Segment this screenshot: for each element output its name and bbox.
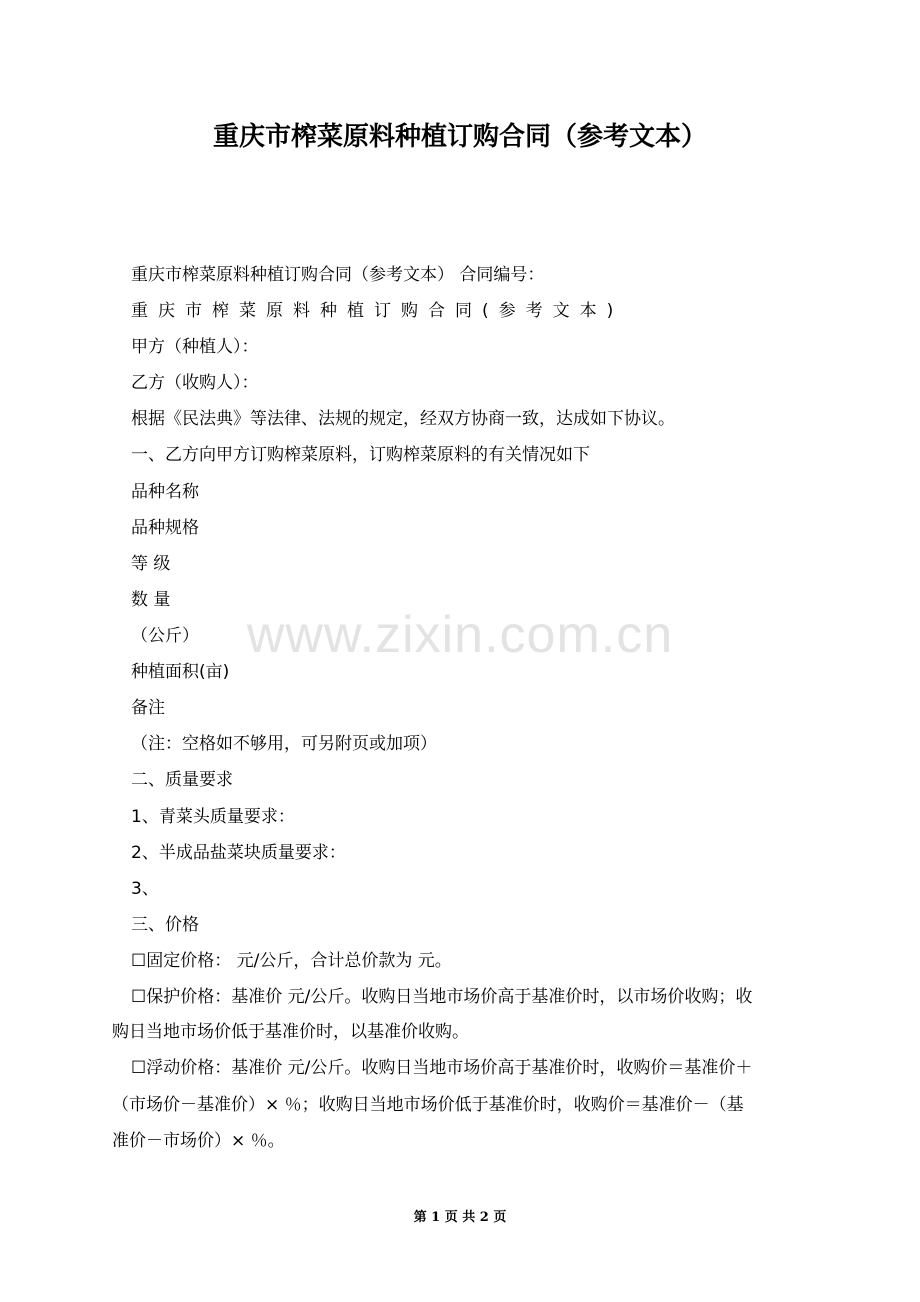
quality-item-1: 1、青菜头质量要求：: [131, 807, 295, 827]
party-a-line: 甲方（种植人）：: [131, 337, 259, 357]
blank-note-line: （注：空格如不够用，可另附页或加项）: [131, 734, 437, 754]
preamble-line: 根据《民法典》等法律、法规的规定，经双方协商一致，达成如下协议。: [131, 409, 675, 429]
section-two-heading: 二、质量要求: [131, 770, 233, 790]
party-b-line: 乙方（收购人）：: [131, 373, 259, 393]
floating-price-continuation-2: 准价－市场价）× ％。: [112, 1131, 285, 1151]
contract-subtitle-line: 重庆市榨菜原料种植订购合同(参考文本): [131, 301, 624, 321]
variety-spec-label: 品种规格: [131, 518, 199, 538]
section-one-heading: 一、乙方向甲方订购榨菜原料，订购榨菜原料的有关情况如下: [131, 445, 590, 465]
protected-price-continuation: 购日当地市场价低于基准价时，以基准价收购。: [112, 1022, 469, 1042]
contract-header-line: 重庆市榨菜原料种植订购合同（参考文本） 合同编号：: [131, 265, 545, 285]
variety-name-label: 品种名称: [131, 482, 199, 502]
fixed-price-option: ☐固定价格： 元/公斤，合计总价款为 元。: [131, 951, 452, 971]
quantity-unit-label: （公斤）: [131, 626, 199, 646]
section-three-heading: 三、价格: [131, 915, 199, 935]
planting-area-label: 种植面积(亩): [131, 662, 230, 682]
document-title: 重庆市榨菜原料种植订购合同（参考文本）: [212, 122, 707, 152]
quality-item-2: 2、半成品盐菜块质量要求：: [131, 843, 346, 863]
grade-label: 等 级: [131, 554, 171, 574]
watermark: www.zixin.com.cn: [246, 606, 674, 664]
quality-item-3: 3、: [131, 879, 159, 899]
remarks-label: 备注: [131, 698, 165, 718]
floating-price-continuation-1: （市场价－基准价）× ％；收购日当地市场价低于基准价时，收购价＝基准价－（基: [112, 1095, 744, 1115]
quantity-label: 数 量: [131, 590, 171, 610]
page-number-footer: 第 1 页 共 2 页: [413, 1210, 507, 1225]
protected-price-option: ☐保护价格：基准价 元/公斤。收购日当地市场价高于基准价时，以市场价收购；收: [131, 987, 753, 1007]
floating-price-option: ☐浮动价格：基准价 元/公斤。收购日当地市场价高于基准价时，收购价＝基准价＋: [131, 1058, 753, 1078]
